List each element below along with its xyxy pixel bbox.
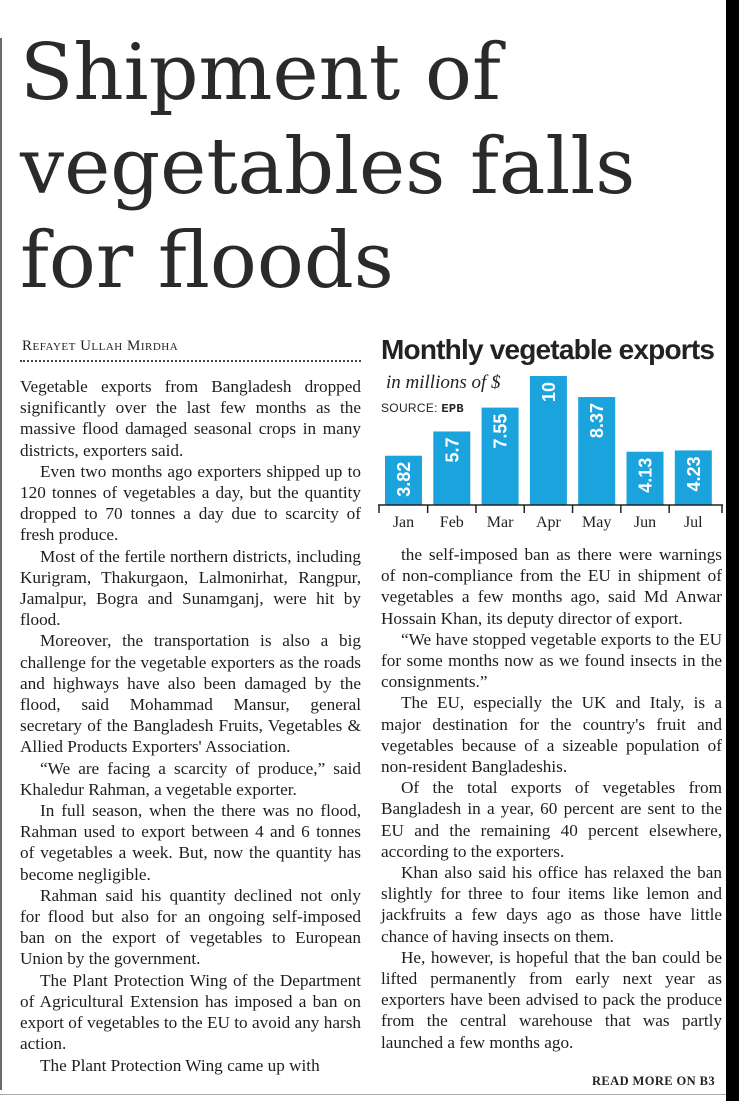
- footer-rule: [0, 1094, 726, 1095]
- chart-category-label: Mar: [486, 514, 514, 531]
- byline: Refayet Ullah Mirdha: [22, 338, 179, 354]
- article-paragraph: the self-imposed ban as there were warnings of non-compliance from the EU in shipment of vegetables a few months ago, said Md Anwar Hossain Khan, its deputy director of export.: [381, 545, 722, 628]
- chart-data-label: 4.23: [683, 456, 704, 492]
- byline-dotted-divider: [20, 360, 361, 362]
- chart-data-label: 5.7: [442, 437, 463, 463]
- article-paragraph: The EU, especially the UK and Italy, is a major destination for the country's fruit and vegetables because of a sizeable population of non-resident Bangladeshis.: [381, 693, 722, 777]
- article-column-2: [381, 544, 722, 1053]
- headline-line-2: vegetables falls: [20, 122, 636, 212]
- headline: [20, 26, 720, 308]
- chart-category-label: Apr: [535, 514, 561, 531]
- headline-line-1: Shipment of: [20, 28, 501, 118]
- chart-data-label: 4.13: [635, 457, 656, 493]
- article-paragraph: In full season, when the there was no flood, Rahman used to export between 4 and 6 tonnes of vegetables a week. But, now the quantity has become negligible.: [20, 801, 361, 884]
- chart-source-value: EPB: [441, 402, 464, 416]
- article-paragraph: “We have stopped vegetable exports to the EU for some months now as we found insects in the consignments.”: [381, 629, 722, 692]
- monthly-vegetable-exports-chart: [378, 370, 726, 535]
- chart-subtitle: in millions of $: [386, 372, 501, 393]
- chart-data-label: 8.37: [587, 403, 608, 439]
- chart-title: Monthly vegetable exports: [381, 334, 715, 365]
- article-paragraph: The Plant Protection Wing of the Department of Agricultural Extension has imposed a ban on export of vegetables to the EU to avoid any harsh action.: [20, 970, 361, 1054]
- chart-data-label: 7.55: [490, 413, 511, 449]
- article-paragraph: Most of the fertile northern districts, including Kurigram, Thakurgaon, Lalmonirhat, Rangpur, Jamalpur, Bogra and Sunamganj, were hit by flood.: [20, 546, 361, 630]
- chart-category-label: Jun: [633, 514, 657, 531]
- left-column-rule: [0, 38, 2, 1090]
- article-paragraph: Khan also said his office has relaxed the ban slightly for three to four items like lemon and jackfruits a few days ago as those have little chance of having insects on them.: [381, 863, 722, 946]
- chart-data-label: 3.82: [394, 461, 414, 497]
- page-edge-strip: [726, 0, 739, 1101]
- article-column-1: [20, 376, 361, 1076]
- article-paragraph: “We are facing a scarcity of produce,” said Khaledur Rahman, a vegetable exporter.: [20, 758, 361, 799]
- chart-category-label: May: [582, 514, 612, 531]
- article-paragraph: Of the total exports of vegetables from Bangladesh in a year, 60 percent are sent to the EU and the remaining 40 percent elsewhere, according to the exporters.: [381, 778, 722, 861]
- article-paragraph: He, however, is hopeful that the ban could be lifted permanently from early next year as exporters have been advised to pack the produce from the central warehouse that was partly launched a few months ago.: [381, 947, 722, 1052]
- chart-category-label: Feb: [439, 514, 464, 531]
- article-paragraph: Moreover, the transportation is also a big challenge for the vegetable exporters as the roads and highways have also been damaged by the flood, said Mohammad Mansur, general secretary of the Bangladesh Fruits, Vegetables & Allied Products Exporters' Association.: [20, 631, 361, 757]
- article-paragraph: Even two months ago exporters shipped up to 120 tonnes of vegetables a day, but the quantity dropped to 70 tonnes a day due to scarcity of fresh produce.: [20, 461, 361, 545]
- chart-source-label: SOURCE:: [381, 401, 438, 415]
- headline-line-3: for floods: [20, 216, 394, 306]
- chart-data-label: 10: [538, 382, 559, 403]
- chart-category-label: Jan: [392, 514, 415, 531]
- article-paragraph: Vegetable exports from Bangladesh dropped significantly over the last few months as the massive flood damaged seasonal crops in many districts, exporters said.: [20, 377, 361, 460]
- article-paragraph: Rahman said his quantity declined not only for flood but also for an ongoing self-imposed ban on the export of vegetables to European Union by the government.: [20, 885, 361, 969]
- read-more-link[interactable]: READ MORE ON B3: [592, 1074, 716, 1088]
- article-paragraph: The Plant Protection Wing came up with: [40, 1055, 320, 1075]
- chart-category-label: Jul: [683, 514, 703, 531]
